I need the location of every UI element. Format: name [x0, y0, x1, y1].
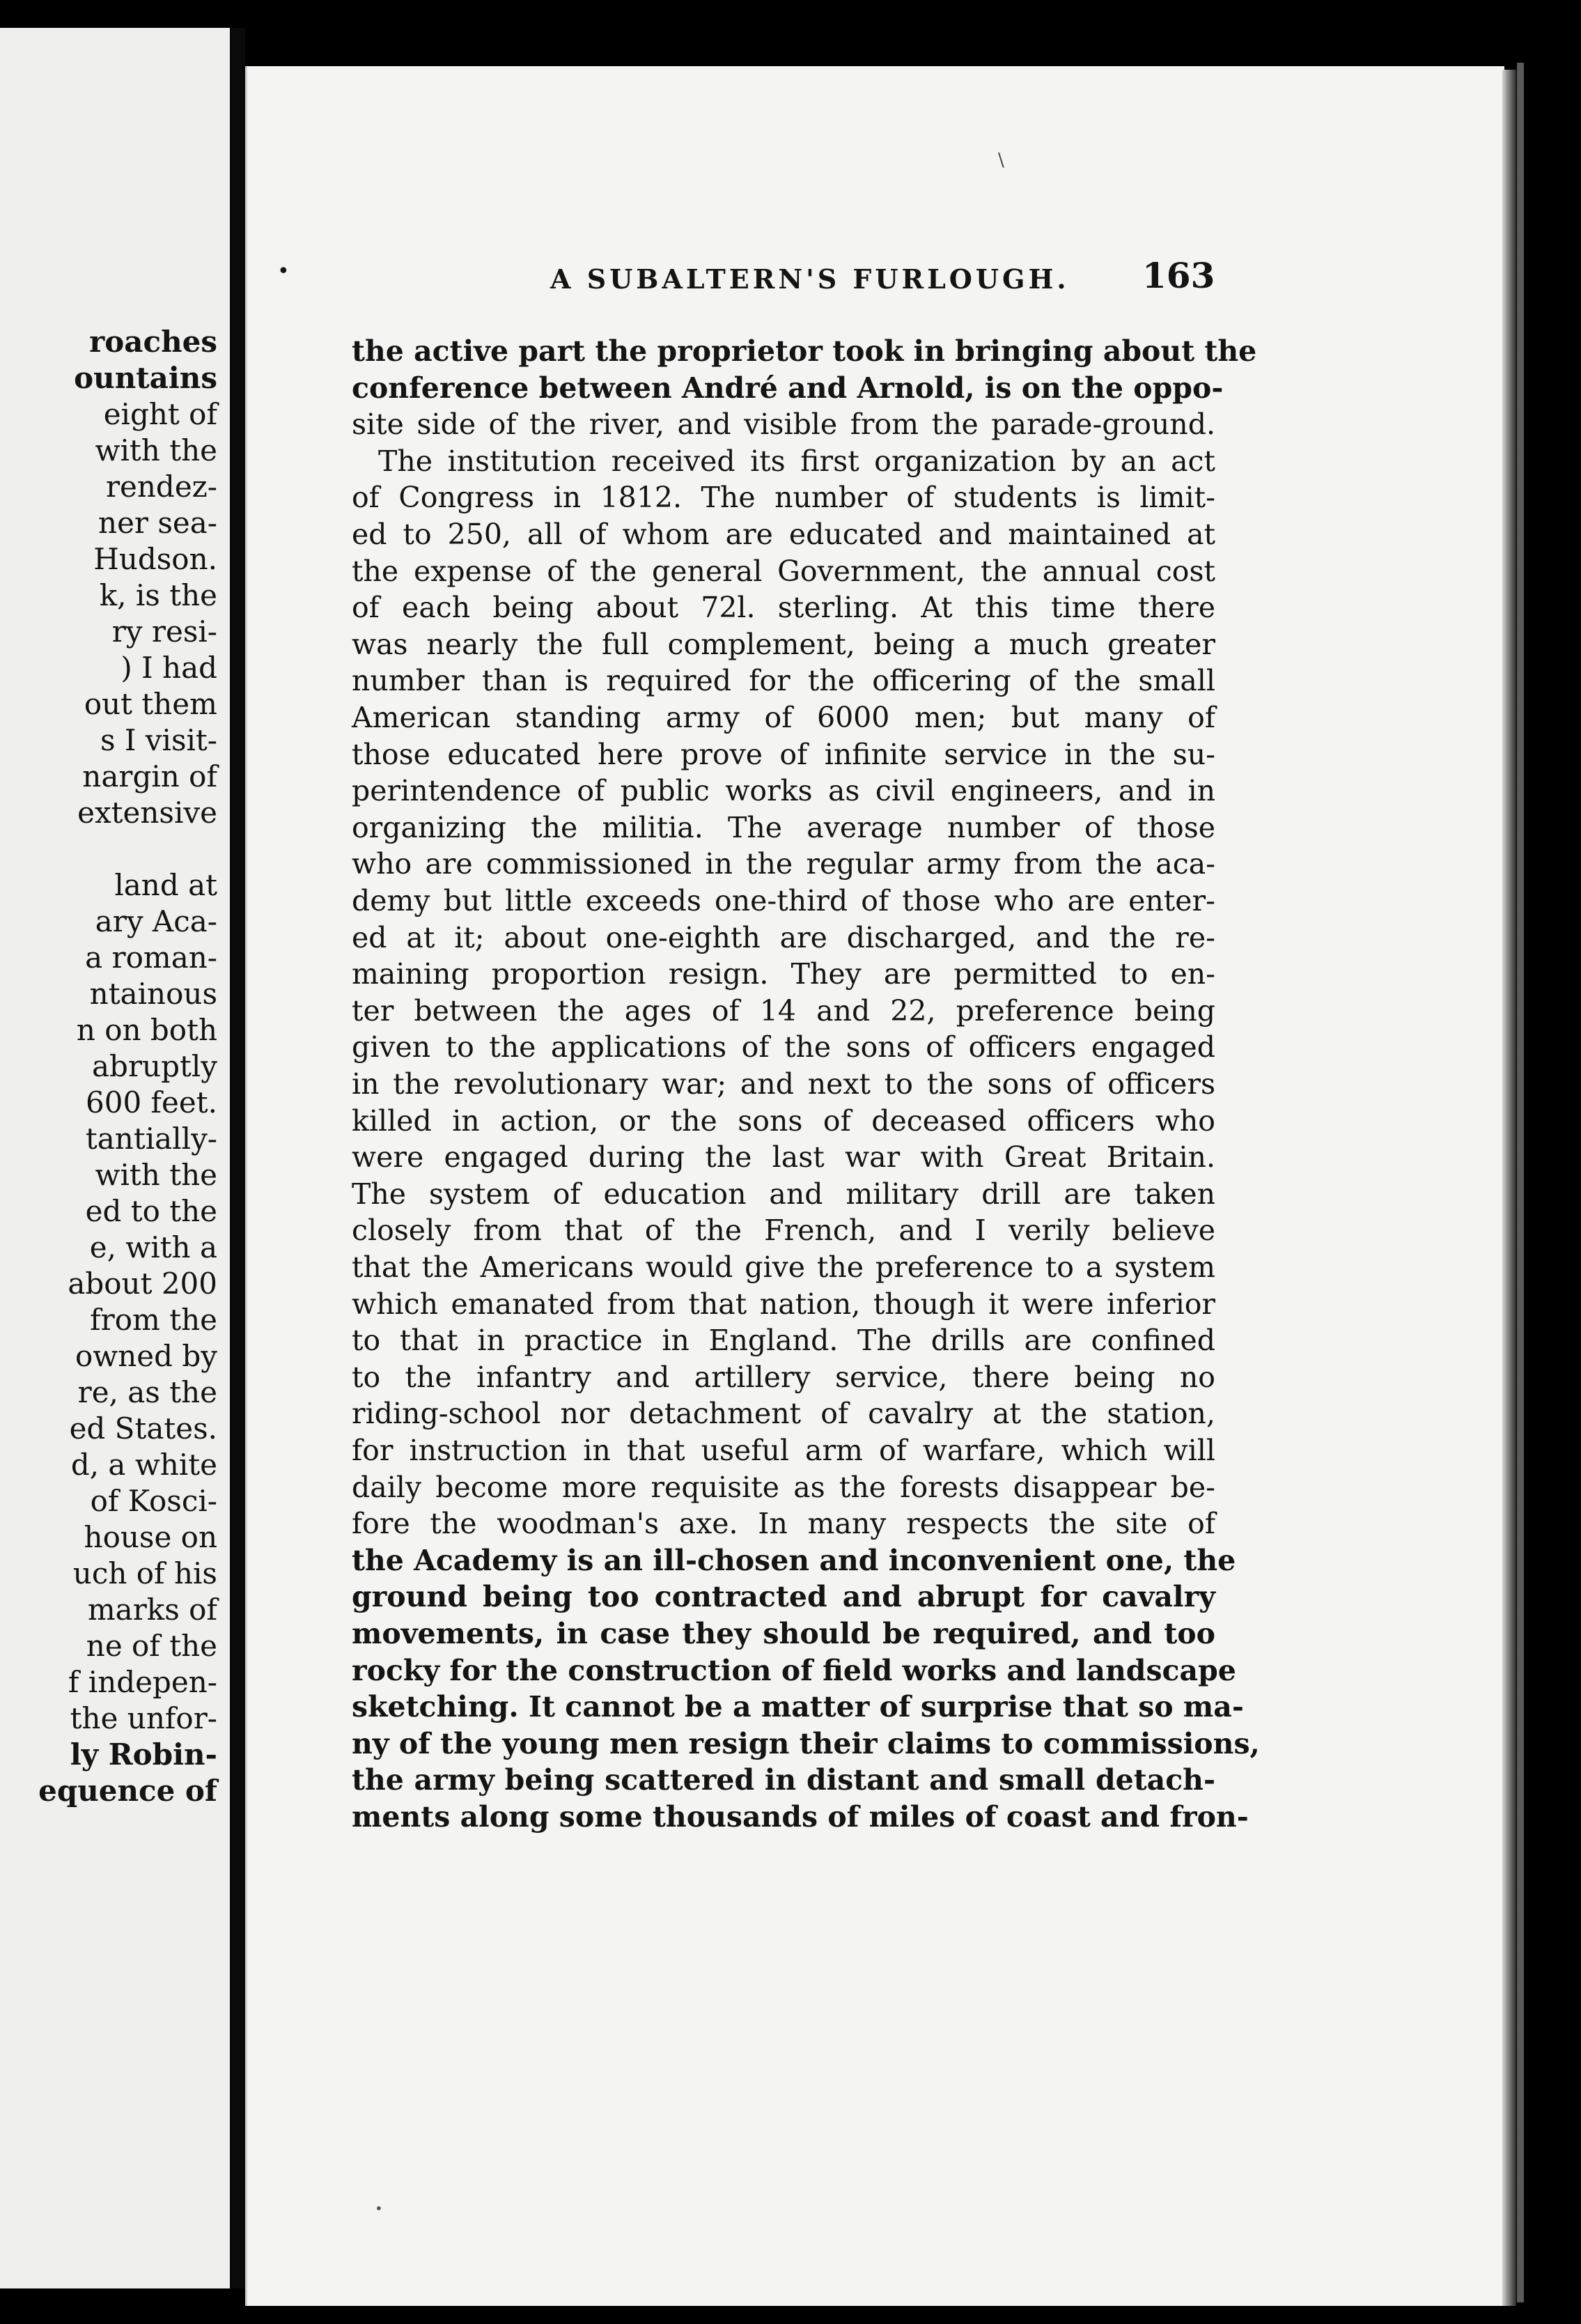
body-line: were engaged during the last war with Great Britain.: [352, 1140, 1215, 1174]
body-line: organizing the militia. The average number of those: [352, 811, 1215, 844]
body-line: the army being scattered in distant and small detach-: [352, 1763, 1215, 1797]
left-page-line: land at: [114, 868, 217, 902]
scan-dot: •: [277, 259, 290, 284]
left-page-line: f indepen-: [68, 1665, 217, 1699]
left-page-line: ner sea-: [98, 506, 217, 540]
body-line: ground being too contracted and abrupt for cavalry: [352, 1580, 1215, 1613]
body-line: who are commissioned in the regular army from the aca-: [352, 847, 1215, 881]
left-page-line: n on both: [76, 1013, 217, 1047]
body-line: ments along some thousands of miles of coast and fron-: [352, 1800, 1249, 1834]
left-page-line: rendez-: [105, 470, 217, 504]
body-line: in the revolutionary war; and next to the sons of officers: [352, 1067, 1215, 1101]
left-page-line: out them: [84, 687, 217, 721]
body-line: ny of the young men resign their claims to commissions,: [352, 1727, 1260, 1760]
body-line: ed to 250, all of whom are educated and maintained at: [352, 518, 1215, 551]
body-line: for instruction in that useful arm of warfare, which will: [352, 1434, 1215, 1467]
left-page-line: ed States.: [69, 1411, 217, 1446]
left-page-line: ntainous: [89, 977, 217, 1011]
left-page-line: extensive: [77, 796, 217, 830]
left-page-line: ne of the: [86, 1629, 217, 1663]
left-page-line: ary Aca-: [95, 904, 217, 938]
body-line: number than is required for the officering of the small: [352, 664, 1215, 697]
page-edge-shadow: [1502, 70, 1516, 2306]
left-page-line: from the: [90, 1303, 217, 1337]
body-line: American standing army of 6000 men; but many of: [352, 701, 1215, 734]
left-page-line: k, is the: [99, 578, 217, 612]
left-page-line: marks of: [87, 1593, 217, 1627]
left-page-line: of Kosci-: [90, 1484, 217, 1518]
left-page-line: d, a white: [70, 1448, 217, 1482]
body-line: The institution received its first organization by an act: [378, 444, 1215, 478]
left-page-line: ountains: [74, 361, 217, 395]
body-line: that the Americans would give the preference to a system: [352, 1250, 1215, 1284]
left-page-line: eight of: [103, 397, 217, 431]
body-line: conference between André and Arnold, is on the oppo-: [352, 371, 1224, 405]
left-page-line: with the: [95, 433, 217, 467]
left-page-line: 600 feet.: [86, 1085, 217, 1120]
body-line: fore the woodman's axe. In many respects the site of: [352, 1507, 1215, 1540]
left-page-line: the unfor-: [70, 1701, 217, 1735]
page-edge-line: [1517, 63, 1524, 2302]
body-line: which emanated from that nation, though it were inferior: [352, 1287, 1215, 1321]
body-line: to that in practice in England. The drills are confined: [352, 1324, 1215, 1357]
left-page-line: with the: [95, 1158, 217, 1192]
body-line: the Academy is an ill-chosen and inconvenient one, the: [352, 1544, 1236, 1577]
body-line: was nearly the full complement, being a much greater: [352, 628, 1215, 661]
left-page-line: Hudson.: [93, 542, 217, 576]
left-page-line: ry resi-: [111, 614, 217, 649]
left-page-line: s I visit-: [100, 723, 217, 757]
left-page-line: ly Robin-: [70, 1737, 217, 1772]
body-line: of each being about 72l. sterling. At this time there: [352, 591, 1215, 624]
body-line: of Congress in 1812. The number of students is limit-: [352, 481, 1215, 514]
body-line: given to the applications of the sons of officers engaged: [352, 1030, 1215, 1064]
body-line: ed at it; about one-eighth are discharged, and the re-: [352, 921, 1215, 954]
body-line: ter between the ages of 14 and 22, preference being: [352, 994, 1215, 1028]
body-line: daily become more requisite as the forests disappear be-: [352, 1471, 1215, 1504]
body-line: perintendence of public works as civil engineers, and in: [352, 774, 1215, 807]
body-line: demy but little exceeds one-third of those who are enter-: [352, 884, 1215, 917]
body-line: riding-school nor detachment of cavalry at the station,: [352, 1397, 1215, 1430]
left-page-line: abruptly: [92, 1049, 217, 1083]
left-page-line: nargin of: [82, 759, 217, 793]
body-line: The system of education and military drill are taken: [352, 1177, 1215, 1211]
body-line: the active part the proprietor took in bringing about the: [352, 334, 1257, 368]
running-head: A SUBALTERN'S FURLOUGH.: [550, 263, 1070, 295]
body-line: killed in action, or the sons of deceased officers who: [352, 1104, 1215, 1138]
previous-page-fragment: [0, 28, 230, 2288]
body-line: the expense of the general Government, the annual cost: [352, 555, 1215, 588]
body-line: maining proportion resign. They are permitted to en-: [352, 957, 1215, 991]
body-line: to the infantry and artillery service, there being no: [352, 1361, 1215, 1394]
body-line: sketching. It cannot be a matter of surprise that so ma-: [352, 1690, 1244, 1723]
left-page-line: uch of his: [72, 1556, 217, 1590]
book-gutter: [230, 28, 245, 2288]
scan-mark: \: [998, 150, 1004, 171]
left-page-line: e, with a: [89, 1230, 217, 1264]
left-page-line: a roman-: [85, 940, 217, 975]
body-line: closely from that of the French, and I verily believe: [352, 1214, 1215, 1247]
left-page-line: re, as the: [77, 1375, 217, 1409]
body-line: movements, in case they should be required, and too: [352, 1617, 1215, 1650]
left-page-line: equence of: [38, 1774, 217, 1808]
body-line: site side of the river, and visible from the parade-ground.: [352, 408, 1215, 441]
left-page-line: tantially-: [85, 1122, 217, 1156]
left-page-line: ed to the: [85, 1194, 217, 1228]
left-page-line: about 200: [68, 1266, 217, 1301]
page-number: 163: [1142, 255, 1215, 296]
scan-dot: •: [375, 2200, 383, 2217]
left-page-line: owned by: [75, 1339, 217, 1373]
left-page-line: house on: [84, 1520, 217, 1554]
body-line: those educated here prove of infinite service in the su-: [352, 738, 1215, 771]
left-page-line: roaches: [89, 325, 217, 359]
body-line: rocky for the construction of field works and landscape: [352, 1654, 1236, 1687]
left-page-line: ) I had: [120, 651, 217, 685]
